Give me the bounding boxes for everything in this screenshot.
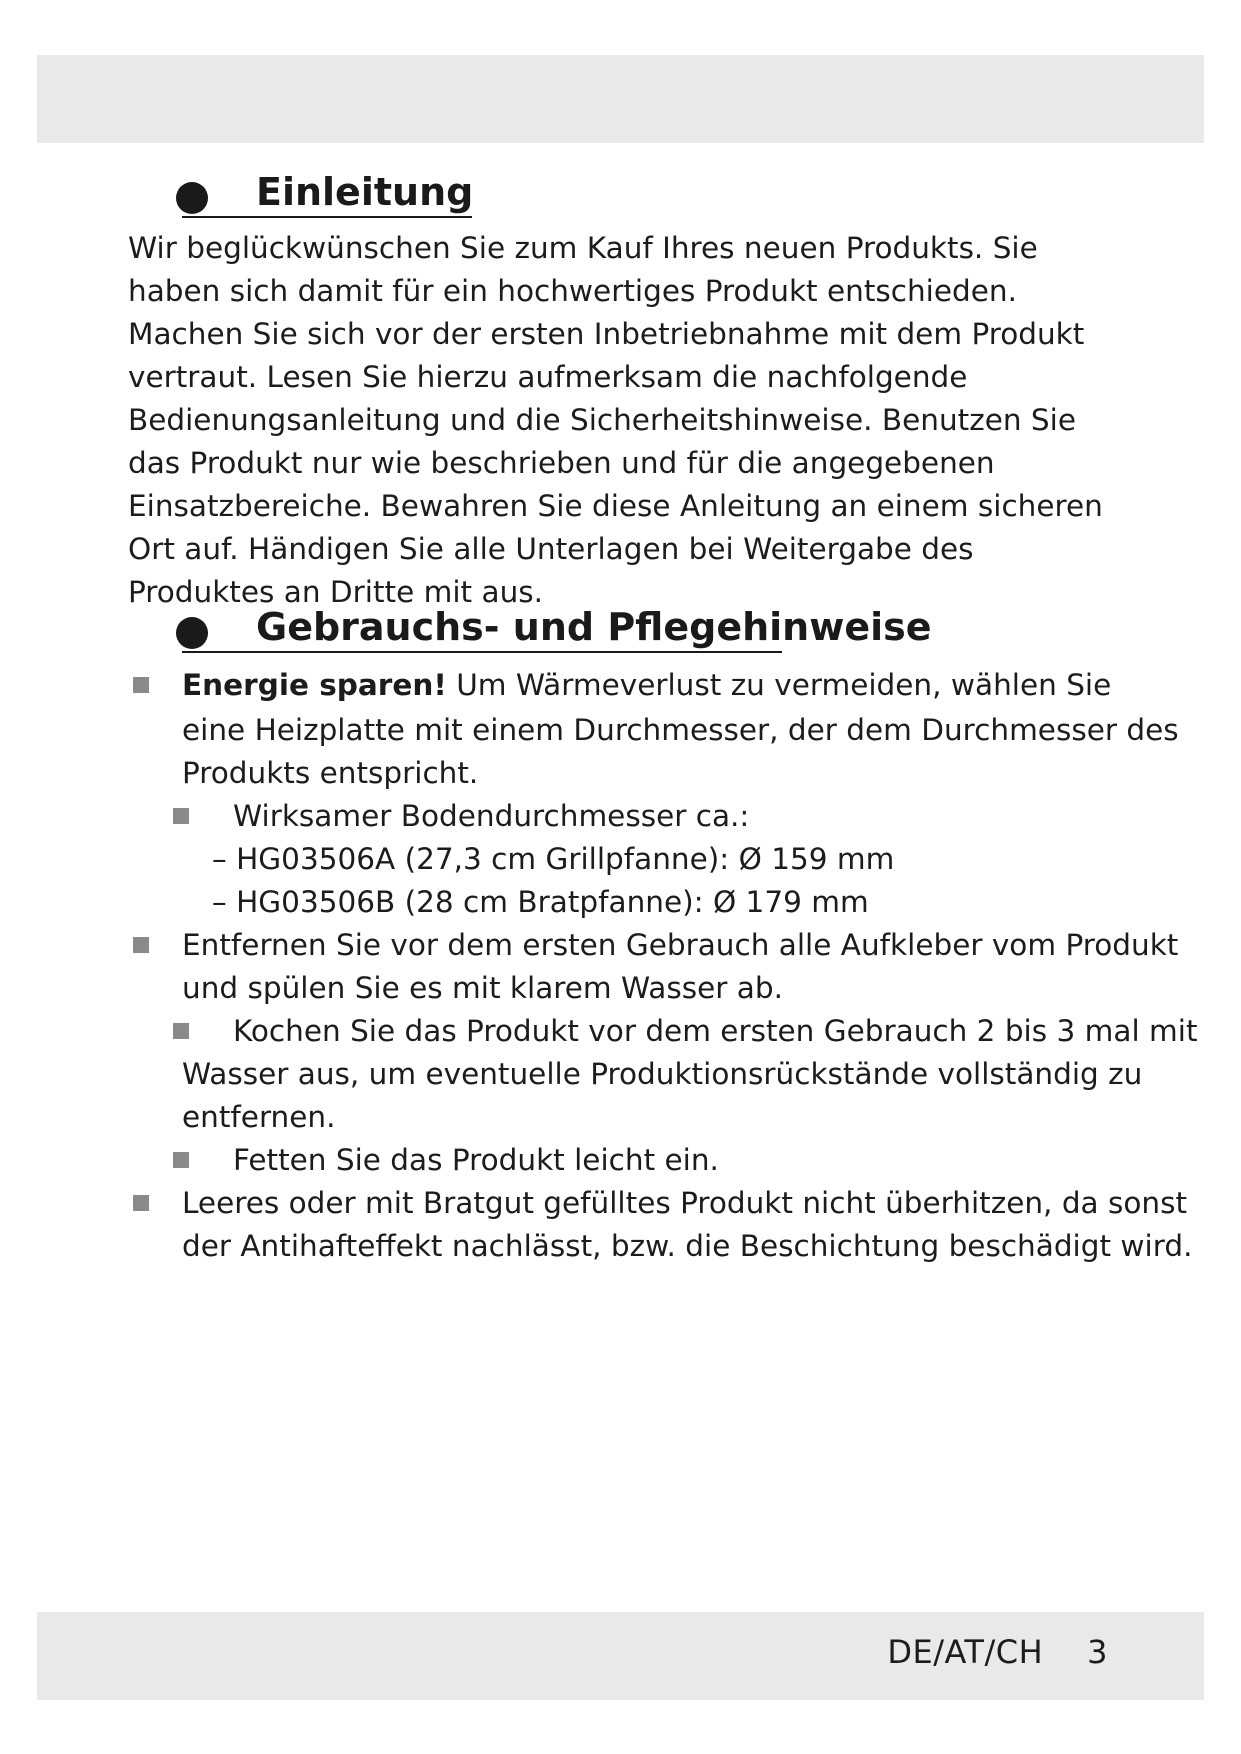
list-item-line: Entfernen Sie vor dem ersten Gebrauch alle Aufkleber vom Produkt	[182, 928, 1179, 962]
sub-item-line: Wirksamer Bodendurchmesser ca.:	[233, 799, 750, 833]
list-item-line: eine Heizplatte mit einem Durchmesser, der dem Durchmesser des	[182, 713, 1179, 747]
square-bullet-icon	[173, 808, 189, 824]
header-band	[37, 55, 1204, 143]
list-item-line	[182, 664, 1111, 707]
sub-item-line: Fetten Sie das Produkt leicht ein.	[233, 1143, 719, 1177]
page-number: 3	[1087, 1633, 1108, 1671]
section-title: Einleitung	[256, 170, 474, 214]
bullet-dot-icon	[176, 182, 208, 214]
list-item-text: Um Wärmeverlust zu vermeiden, wählen Sie	[446, 668, 1112, 702]
section-title: Gebrauchs- und Pflegehinweise	[256, 605, 932, 649]
bullet-dot-icon	[176, 617, 208, 649]
square-bullet-icon	[133, 677, 149, 693]
dash-item: – HG03506B (28 cm Bratpfanne): Ø 179 mm	[212, 885, 869, 919]
sub-item-line: entfernen.	[182, 1100, 336, 1134]
dash-item: – HG03506A (27,3 cm Grillpfanne): Ø 159 mm	[212, 842, 895, 876]
intro-paragraph: Wir beglückwünschen Sie zum Kauf Ihres neuen Produkts. Sie haben sich damit für ein hochwertiges Produkt entschieden. Machen Sie sich vor der ersten Inbetriebnahme mit dem Produkt vertraut. Lesen Sie hierzu aufmerksam die nachfolgende Bedienungsanleitung und die Sicherheitshinweise. Benutzen Sie das Produkt nur wie beschrieben und für die angegebenen Einsatzbereiche. Bewahren Sie diese Anleitung an einem sicheren Ort auf. Händigen Sie alle Unterlagen bei Weitergabe des Produktes an Dritte mit aus.	[128, 231, 1103, 609]
heading-underline	[182, 216, 472, 218]
square-bullet-icon	[173, 1152, 189, 1168]
list-item-line: Produkts entspricht.	[182, 756, 479, 790]
heading-underline	[182, 651, 782, 653]
sub-item-line: Kochen Sie das Produkt vor dem ersten Gebrauch 2 bis 3 mal mit	[233, 1014, 1198, 1048]
square-bullet-icon	[133, 937, 149, 953]
list-item-line: Leeres oder mit Bratgut gefülltes Produkt nicht überhitzen, da sonst	[182, 1186, 1188, 1220]
page-footer	[887, 1633, 1108, 1671]
region-label: DE/AT/CH	[887, 1633, 1044, 1671]
square-bullet-icon	[133, 1195, 149, 1211]
square-bullet-icon	[173, 1023, 189, 1039]
sub-item-line: Wasser aus, um eventuelle Produktionsrückstände vollständig zu	[182, 1057, 1143, 1091]
list-item-line: und spülen Sie es mit klarem Wasser ab.	[182, 971, 783, 1005]
list-item-line: der Antihafteffekt nachlässt, bzw. die Beschichtung beschädigt wird.	[182, 1229, 1193, 1263]
emphasis-text: Energie sparen!	[182, 668, 447, 702]
